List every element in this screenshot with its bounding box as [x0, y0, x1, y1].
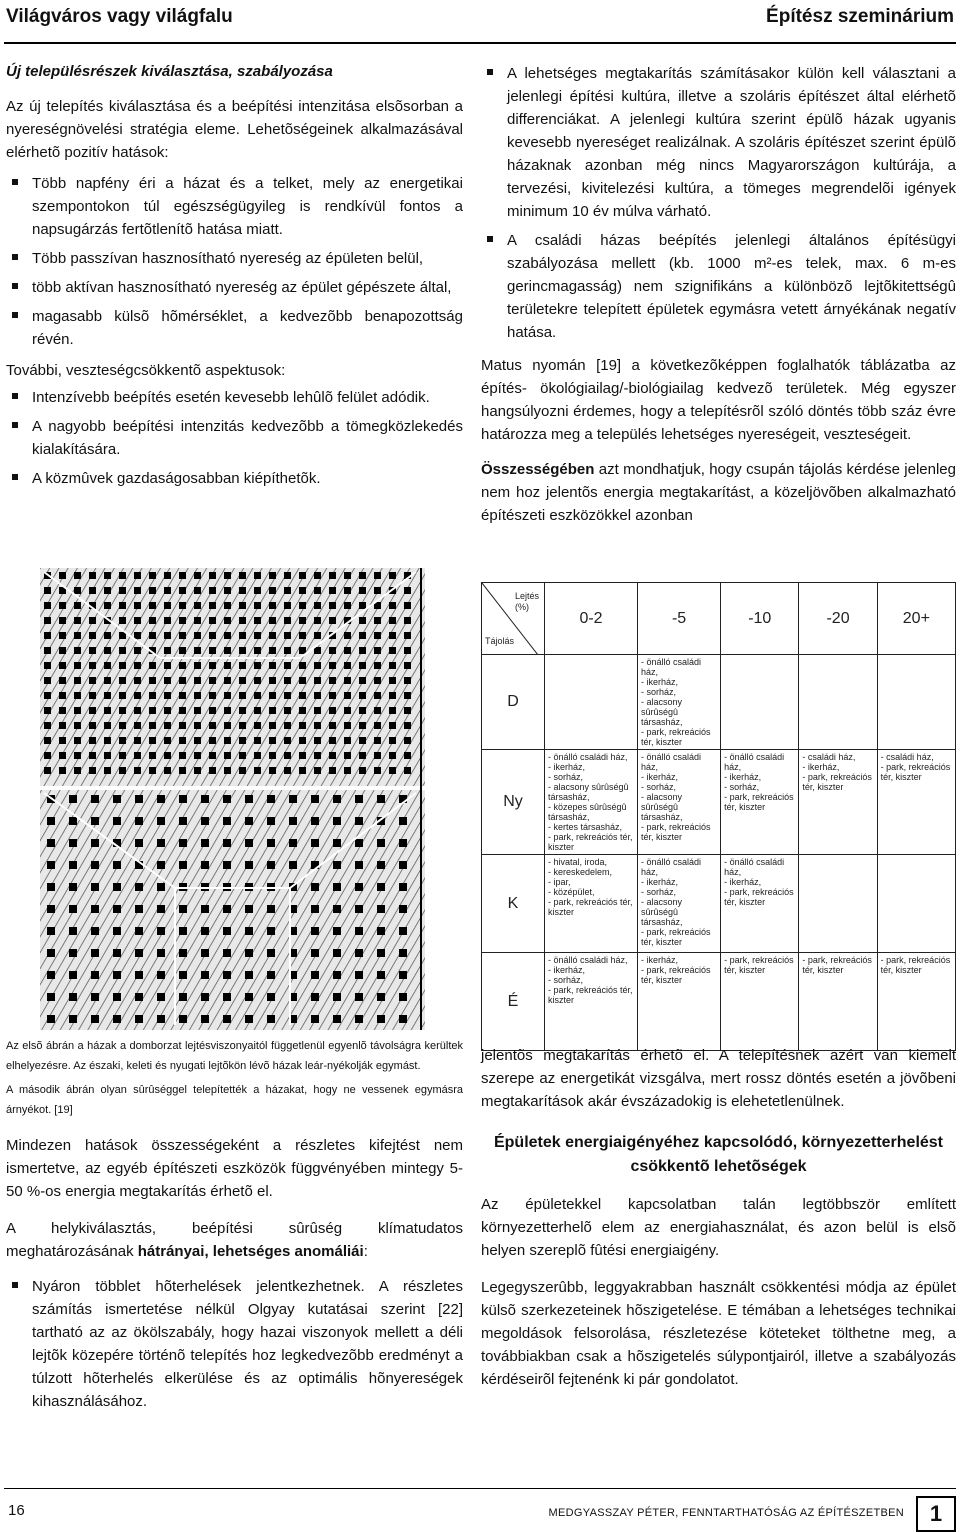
- column-header: 20+: [877, 583, 955, 655]
- disadvantages-colon: :: [363, 1243, 368, 1260]
- header-rule: [4, 42, 956, 44]
- table-cell: [877, 655, 955, 750]
- list-item: Több napfény éri a házat és a telket, mely az energetikai szempontokon túl egészségügyileg is rendkívül fontos a napsugárzás fertõtlenítõ hatása miatt.: [6, 172, 463, 241]
- list-item: A családi házas beépítés jelenlegi általános építésügyi szabályozása mellett (kb. 1000 m²-es telek, max. 6 m-es gerincmagasság) nem szignifikáns a különbözõ lejtõkitettségû területekre telepített épületek egymásra vetett árnyékának negatív hatása.: [481, 229, 956, 344]
- list-item: Több passzívan hasznosítható nyereség az épületen belül,: [6, 247, 463, 270]
- table-row: [482, 655, 956, 750]
- row-header: É: [482, 953, 545, 1051]
- subsection-heading: Épületek energiaigényéhez kapcsolódó, környezetterhelést csökkentõ lehetõségek: [493, 1134, 944, 1175]
- disadvantages-bold: hátrányai, lehetséges anomáliái: [137, 1243, 364, 1260]
- matus-paragraph: Matus nyomán [19] a következõképpen foglalhatók táblázatba az építés- ökológiailag/-biológiailag kedvezõ területek. Még egyszer hangsúlyozni érdemes, hogy a telepítésrõl szóló döntés több száz évre határozza meg a település lehetséges nyereségeit, veszteségeit.: [481, 357, 956, 443]
- table-cell: - önálló családi ház, - ikerház, - sorház, - alacsony sûrûségû társasház, - park, rekreációs tér, kiszter: [638, 855, 721, 953]
- table-row: [482, 750, 956, 855]
- row-header: D: [482, 655, 545, 750]
- corner-top-label: Lejtés (%): [515, 591, 540, 612]
- running-title: Világváros vagy világfalu: [6, 6, 233, 27]
- table-cell: [799, 655, 877, 750]
- column-header: -20: [799, 583, 877, 655]
- orientation-slope-table: [481, 582, 956, 1051]
- intro-paragraph: Az új telepítés kiválasztása és a beépítési intenzitása elsõsorban a nyereségnövelési stratégia eleme. Lehetõségeinek alkalmazásával elérhetõ pozitív hatások:: [6, 98, 463, 161]
- settlement-diagram: [40, 568, 425, 1030]
- table-cell: - önálló családi ház, - ikerház, - sorház, - park, rekreációs tér, kiszter: [721, 750, 799, 855]
- row-header: K: [482, 855, 545, 953]
- list-item: A nagyobb beépítési intenzitás kedvezõbb a tömegközlekedés kialakítására.: [6, 415, 463, 461]
- table-cell: - hivatal, iroda, - kereskedelem, - ipar, - középület, - park, rekreációs tér, kiszter: [545, 855, 638, 953]
- positive-effects-list: [6, 172, 463, 351]
- table-cell: - ikerház, - park, rekreációs tér, kiszter: [638, 953, 721, 1051]
- corner-bottom-label: Tájolás: [485, 636, 515, 646]
- series-title: Építész szeminárium: [766, 6, 954, 27]
- table-cell: - park, rekreációs tér, kiszter: [877, 953, 955, 1051]
- column-header: 0-2: [545, 583, 638, 655]
- table-corner: [482, 583, 545, 655]
- table-cell: [877, 855, 955, 953]
- caption-second: A második ábrán olyan sûrûséggel telepítették a házakat, hogy ne vessenek egymásra árnyékot. [19]: [6, 1084, 463, 1116]
- slope-settlement-figure: [40, 568, 425, 1030]
- right-column-bottom: [481, 1044, 956, 1399]
- table-cell: - önálló családi ház, - ikerház, - sorház, - alacsony sûrûségû társasház, - park, rekreációs tér, kiszter: [638, 750, 721, 855]
- list-item: több aktívan hasznosítható nyereség az épület gépészete által,: [6, 276, 463, 299]
- left-column-top: [6, 60, 463, 498]
- disadvantages-lead: A helykiválasztás, beépítési sûrûség klímatudatos meghatározásának: [6, 1220, 463, 1260]
- table-cell: - park, rekreációs tér, kiszter: [799, 953, 877, 1051]
- disadvantages-list: [6, 1275, 463, 1413]
- savings-paragraph: Mindezen hatások összességeként a részletes kifejtést nem ismertetve, az egyéb építészeti eszközök függvényében mintegy 5-50 %-os energia megtakarítás érhetõ el.: [6, 1137, 463, 1200]
- table-cell: - önálló családi ház, - ikerház, - sorház, - alacsony sûrûségû társasház, - közepes sûrûségû társasház, - kertes társasház, - park, rekreációs tér, kiszter: [545, 750, 638, 855]
- table-cell: - önálló családi ház, - ikerház, - sorház, - park, rekreációs tér, kiszter: [545, 953, 638, 1051]
- summary-rest: azt mondhatjuk, hogy csupán tájolás kérdése jelenleg nem hoz jelentõs energia megtakarítást, a közeljövõben alkalmazható építészeti eszközökkel azonban: [481, 461, 956, 524]
- disadvantages-paragraph: [6, 1217, 463, 1263]
- section-title: Új településrészek kiválasztása, szabályozása: [6, 63, 333, 80]
- chapter-number: 1: [916, 1496, 956, 1532]
- caption-first: Az elsõ ábrán a házak a domborzat lejtésviszonyaitól függetlenül egyenlõ távolságra kerültek elhelyezésre. Az északi, keleti és nyugati lejtõkön lévõ házak leár-nyékolják egymást.: [6, 1040, 463, 1072]
- table-cell: - családi ház, - park, rekreációs tér, kiszter: [877, 750, 955, 855]
- row-header: Ny: [482, 750, 545, 855]
- table-cell: - önálló családi ház, - ikerház, - park, rekreációs tér, kiszter: [721, 855, 799, 953]
- table-cell: [721, 655, 799, 750]
- savings-list: [481, 62, 956, 344]
- figure-caption: [6, 1036, 463, 1120]
- energy-use-paragraph: Az épületekkel kapcsolatban talán legtöbbször említett környezetterhelõ elem az energiahasználat, és azon belül is elsõ helyen szereplõ fûtési energiaigény.: [481, 1196, 956, 1259]
- continuation-paragraph: jelentõs megtakarítás érhetõ el. A telepítésnek azért van kiemelt szerepe az energetikát vizsgálva, mert rossz döntés esetén a jövõbeni megtakarítások akár évszázadokig is elehetetlenülnek.: [481, 1047, 956, 1110]
- list-item: Intenzívebb beépítés esetén kevesebb lehûlõ felület adódik.: [6, 386, 463, 409]
- list-item: A közmûvek gazdaságosabban kiépíthetõk.: [6, 467, 463, 490]
- list-item: magasabb külsõ hõmérséklet, a kedvezõbb benapozottság révén.: [6, 305, 463, 351]
- page-number: 16: [8, 1502, 25, 1519]
- table-cell: - önálló családi ház, - ikerház, - sorház, - alacsony sûrûségû társasház, - park, rekreációs tér, kiszter: [638, 655, 721, 750]
- list-item: A lehetséges megtakarítás számításakor külön kell választani a jelenlegi építési kultúra, illetve a szoláris építészet által elérhetõ differenciákat. A jelenlegi kultúra szerint épülõ házak ugyanis kevesebb nyereséget realizálnak. A szoláris építészet szerint épülõ házaknak azonban még nincs Magyarországon kultúrája, a tervezési, kivitelezési kultúra, a tömeges megrendelõi igények minimum 10 év múlva várható.: [481, 62, 956, 223]
- right-column-top: [481, 62, 956, 535]
- insulation-paragraph: Legegyszerûbb, leggyakrabban használt csökkentési módja az épület külsõ szerkezeteinek hõszigetelése. E témában a lehetséges technikai megoldások felsorolása, részletezése köteteket tölthetne meg, a továbbiakban csak a hõszigetelés súlypontjairól, illetve a szabályozás kérdéseirõl fejtenénk ki pár gondolatot.: [481, 1279, 956, 1388]
- footer-rule: [4, 1488, 956, 1489]
- table-row: [482, 953, 956, 1051]
- further-aspects-label: További, veszteségcsökkentõ aspektusok:: [6, 362, 286, 379]
- table-cell: - családi ház, - ikerház, - park, rekreációs tér, kiszter: [799, 750, 877, 855]
- table-row: [482, 855, 956, 953]
- summary-paragraph: [481, 458, 956, 527]
- table-cell: [545, 655, 638, 750]
- table-cell: [799, 855, 877, 953]
- table-cell: - park, rekreációs tér, kiszter: [721, 953, 799, 1051]
- column-header: -10: [721, 583, 799, 655]
- further-aspects-list: [6, 386, 463, 490]
- footer-author: MEDGYASSZAY PÉTER, FENNTARTHATÓSÁG AZ ÉPÍTÉSZETBEN: [548, 1507, 904, 1519]
- list-item: Nyáron többlet hõterhelések jelentkezhetnek. A részletes számítás ismertetése nélkül Olgyay kutatásai szerint [22] tartható az az ökölszabály, hogy hazai viszonyok mellett a déli lejtõk közepére történõ telepítés hoz legkedvezõbb eredményt a túlzott hõterhelés elkerülése és az optimális hõnyereségek kihasználásához.: [6, 1275, 463, 1413]
- summary-bold: Összességében: [481, 461, 595, 478]
- left-column-bottom: [6, 1036, 463, 1421]
- column-header: -5: [638, 583, 721, 655]
